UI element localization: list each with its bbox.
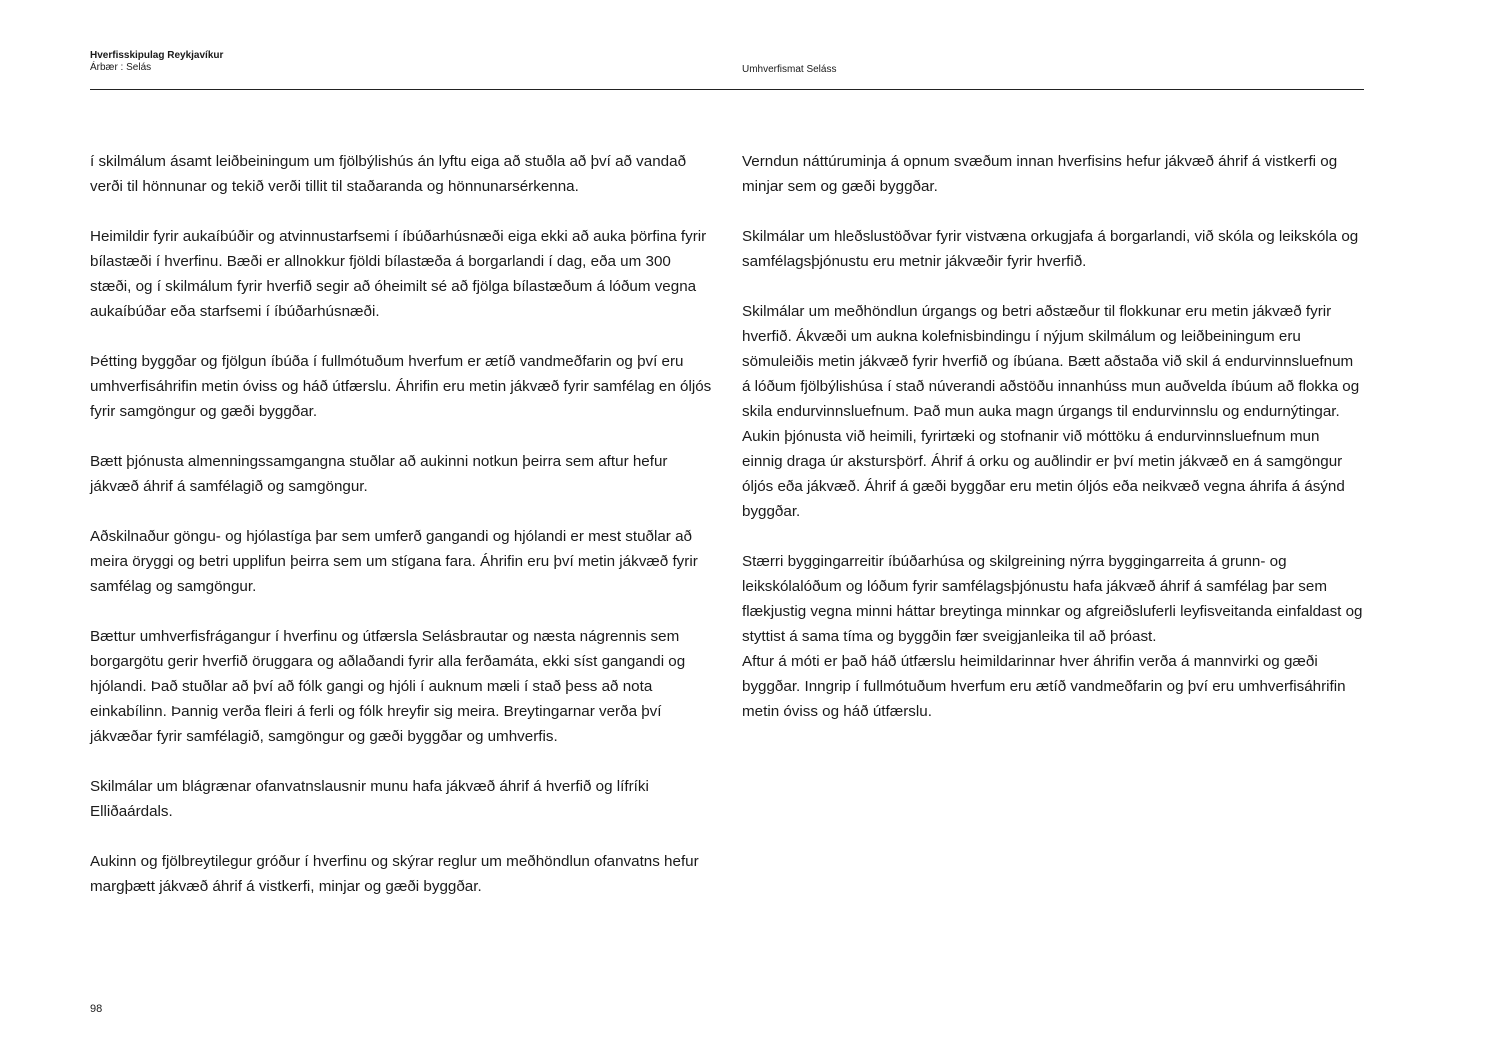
paragraph: Heimildir fyrir aukaíbúðir og atvinnustarfsemi í íbúðarhúsnæði eiga ekki að auka þörfina fyrir bílastæði í hverfinu. Bæði er allnokkur fjöldi bílastæða á borgarlandi í dag, eða um 300 stæði, og í skilmálum fyrir hverfið segir að óheimilt sé að fjölga bílastæðum á lóðum vegna aukaíbúðar eða starfsemi í íbúðarhúsnæði. <box>90 228 707 320</box>
right-text-column <box>742 149 1364 749</box>
paragraph: Stærri byggingarreitir íbúðarhúsa og skilgreining nýrra byggingarreita á grunn- og leikskólalóðum og lóðum fyrir samfélagsþjónustu hafa jákvæð áhrif á samfélag þar sem flækjustig vegna minni háttar breytinga minnkar og afgreiðsluferli leyfisveitanda einfaldast og styttist á sama tíma og byggðin fær sveigjanleika til að þróast. Aftur á móti er það háð útfærslu heimildarinnar hver áhrifin verða á mannvirki og gæði byggðar. Inngrip í fullmótuðum hverfum eru ætíð vandmeðfarin og því eru umhverfisáhrifin metin óviss og háð útfærslu. <box>742 553 1363 720</box>
document-title: Hverfisskipulag Reykjavíkur <box>90 50 224 61</box>
section-title: Umhverfismat Seláss <box>742 64 837 75</box>
paragraph: Skilmálar um hleðslustöðvar fyrir vistvæna orkugjafa á borgarlandi, við skóla og leikskóla og samfélagsþjónustu eru metnir jákvæðir fyrir hverfið. <box>742 228 1359 270</box>
document-subtitle: Árbær : Selás <box>90 62 152 73</box>
page-header <box>90 50 223 74</box>
paragraph: Skilmálar um blágrænar ofanvatnslausnir munu hafa jákvæð áhrif á hverfið og lífríki Elliðaárdals. <box>90 778 649 820</box>
paragraph: Skilmálar um meðhöndlun úrgangs og betri aðstæður til flokkunar eru metin jákvæð fyrir hverfið. Ákvæði um aukna kolefnisbindingu í nýjum skilmálum og leiðbeiningum eru sömuleiðis metin jákvæð fyrir hverfið og íbúana. Bætt aðstaða við skil á endurvinnsluefnum á lóðum fjölbýlishúsa í stað núverandi aðstöðu innanhúss mun auðvelda íbúum að flokka og skila endurvinnsluefnum. Það mun auka magn úrgangs til endurvinnslu og endurnýtingar. Aukin þjónusta við heimili, fyrirtæki og stofnanir við móttöku á endurvinnsluefnum mun einnig draga úr akstursþörf. Áhrif á orku og auðlindir er því metin jákvæð en á samgöngur óljós eða jákvæð. Áhrif á gæði byggðar eru metin óljós eða neikvæð vegna áhrifa á ásýnd byggðar. <box>742 303 1360 520</box>
left-text-column <box>90 149 715 924</box>
paragraph: Bættur umhverfisfrágangur í hverfinu og útfærsla Selásbrautar og næsta nágrennis sem borgargötu gerir hverfið öruggara og aðlaðandi fyrir alla ferðamáta, ekki síst gangandi og hjólandi. Það stuðlar að því að fólk gangi og hjóli í auknum mæli í stað þess að nota einkabílinn. Þannig verða fleiri á ferli og fólk hreyfir sig meira. Breytingarnar verða því jákvæðar fyrir samfélagið, samgöngur og gæði byggðar og umhverfis. <box>90 628 686 745</box>
paragraph: Bætt þjónusta almenningssamgangna stuðlar að aukinni notkun þeirra sem aftur hefur jákvæð áhrif á samfélagið og samgöngur. <box>90 453 668 495</box>
page-number: 98 <box>90 1003 103 1015</box>
paragraph: Aukinn og fjölbreytilegur gróður í hverfinu og skýrar reglur um meðhöndlun ofanvatns hefur margþætt jákvæð áhrif á vistkerfi, minjar og gæði byggðar. <box>90 853 699 895</box>
paragraph: Aðskilnaður göngu- og hjólastíga þar sem umferð gangandi og hjólandi er mest stuðlar að meira öryggi og betri upplifun þeirra sem um stígana fara. Áhrifin eru því metin jákvæð fyrir samfélag og samgöngur. <box>90 528 698 595</box>
header-divider <box>90 89 1364 90</box>
paragraph: í skilmálum ásamt leiðbeiningum um fjölbýlishús án lyftu eiga að stuðla að því að vandað verði til hönnunar og tekið verði tillit til staðaranda og hönnunarsérkenna. <box>90 153 687 195</box>
paragraph: Verndun náttúruminja á opnum svæðum innan hverfisins hefur jákvæð áhrif á vistkerfi og minjar sem og gæði byggðar. <box>742 153 1338 195</box>
paragraph: Þétting byggðar og fjölgun íbúða í fullmótuðum hverfum er ætíð vandmeðfarin og því eru umhverfisáhrifin metin óviss og háð útfærslu. Áhrifin eru metin jákvæð fyrir samfélag en óljós fyrir samgöngur og gæði byggðar. <box>90 353 712 420</box>
